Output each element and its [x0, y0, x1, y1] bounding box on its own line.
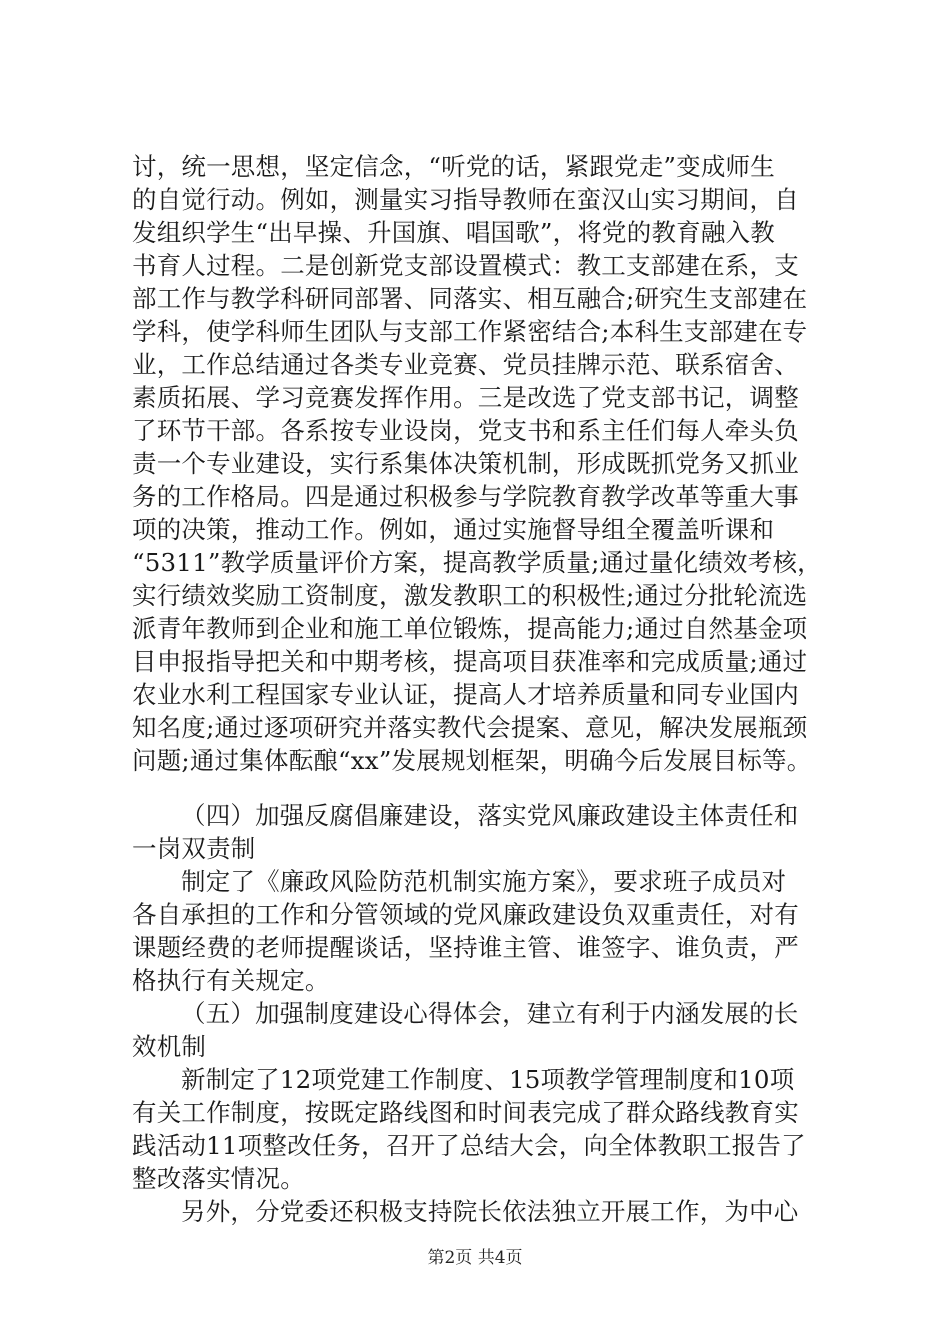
- text-line: 实行绩效奖励工资制度，激发教职工的积极性;通过分批轮流选: [132, 581, 808, 610]
- paragraph-3: [132, 1063, 838, 1195]
- text-line: 业，工作总结通过各类专业竞赛、党员挂牌示范、联系宿舍、: [132, 350, 799, 379]
- text-line: 农业水利工程国家专业认证，提高人才培养质量和同专业国内: [132, 680, 799, 709]
- text-line: 格执行有关规定。: [132, 966, 330, 995]
- text-line: 素质拓展、学习竞赛发挥作用。三是改选了党支部书记，调整: [132, 383, 799, 412]
- heading-line: （四）加强反腐倡廉建设，落实党风廉政建设主体责任和: [181, 801, 799, 830]
- text-line: 责一个专业建设，实行系集体决策机制，形成既抓党务又抓业: [132, 449, 799, 478]
- text-line: 学科，使学科师生团队与支部工作紧密结合;本科生支部建在专: [132, 317, 808, 346]
- document-body: [132, 150, 838, 1228]
- heading-line: 效机制: [132, 1032, 207, 1061]
- text-line: 讨，统一思想，坚定信念，“听党的话，紧跟党走”变成师生: [132, 152, 775, 181]
- text-line: 有关工作制度，按既定路线图和时间表完成了群众路线教育实: [132, 1098, 799, 1127]
- text-line: 课题经费的老师提醒谈话，坚持谁主管、谁签字、谁负责，严: [132, 933, 799, 962]
- section-heading-5: [132, 997, 838, 1063]
- text-line: 目申报指导把关和中期考核，提高项目获准率和完成质量;通过: [132, 647, 808, 676]
- heading-line: （五）加强制度建设心得体会，建立有利于内涵发展的长: [181, 999, 799, 1028]
- text-line: 知名度;通过逐项研究并落实教代会提案、意见，解决发展瓶颈: [132, 713, 808, 742]
- text-line: “5311”教学质量评价方案，提高教学质量;通过量化绩效考核，: [132, 548, 822, 577]
- text-line: 各自承担的工作和分管领域的党风廉政建设负双重责任，对有: [132, 900, 799, 929]
- text-line: 践活动11项整改任务，召开了总结大会，向全体教职工报告了: [132, 1131, 806, 1160]
- text-line: 发组织学生“出早操、升国旗、唱国歌”，将党的教育融入教: [132, 218, 775, 247]
- paragraph-spacer: [132, 777, 838, 799]
- paragraph-4: [132, 1195, 838, 1228]
- text-line: 书育人过程。二是创新党支部设置模式：教工支部建在系，支: [132, 251, 799, 280]
- text-line: 项的决策，推动工作。例如，通过实施督导组全覆盖听课和: [132, 515, 775, 544]
- text-line: 问题;通过集体酝酿“xx”发展规划框架，明确今后发展目标等。: [132, 746, 812, 775]
- text-line: 制定了《廉政风险防范机制实施方案》，要求班子成员对: [181, 867, 787, 896]
- text-line: 派青年教师到企业和施工单位锻炼，提高能力;通过自然基金项: [132, 614, 808, 643]
- heading-line: 一岗双责制: [132, 834, 256, 863]
- text-line: 整改落实情况。: [132, 1164, 305, 1193]
- paragraph-1: [132, 150, 838, 777]
- text-line: 了环节干部。各系按专业设岗，党支书和系主任们每人牵头负: [132, 416, 799, 445]
- section-heading-4: [132, 799, 838, 865]
- page-number-footer: 第2页 共4页: [427, 1248, 523, 1268]
- text-line: 务的工作格局。四是通过积极参与学院教育教学改革等重大事: [132, 482, 799, 511]
- paragraph-2: [132, 865, 838, 997]
- text-line: 另外，分党委还积极支持院长依法独立开展工作，为中心: [181, 1197, 799, 1226]
- text-line: 的自觉行动。例如，测量实习指导教师在蛮汉山实习期间，自: [132, 185, 799, 214]
- text-line: 部工作与教学科研同部署、同落实、相互融合;研究生支部建在: [132, 284, 808, 313]
- text-line: 新制定了12项党建工作制度、15项教学管理制度和10项: [181, 1065, 795, 1094]
